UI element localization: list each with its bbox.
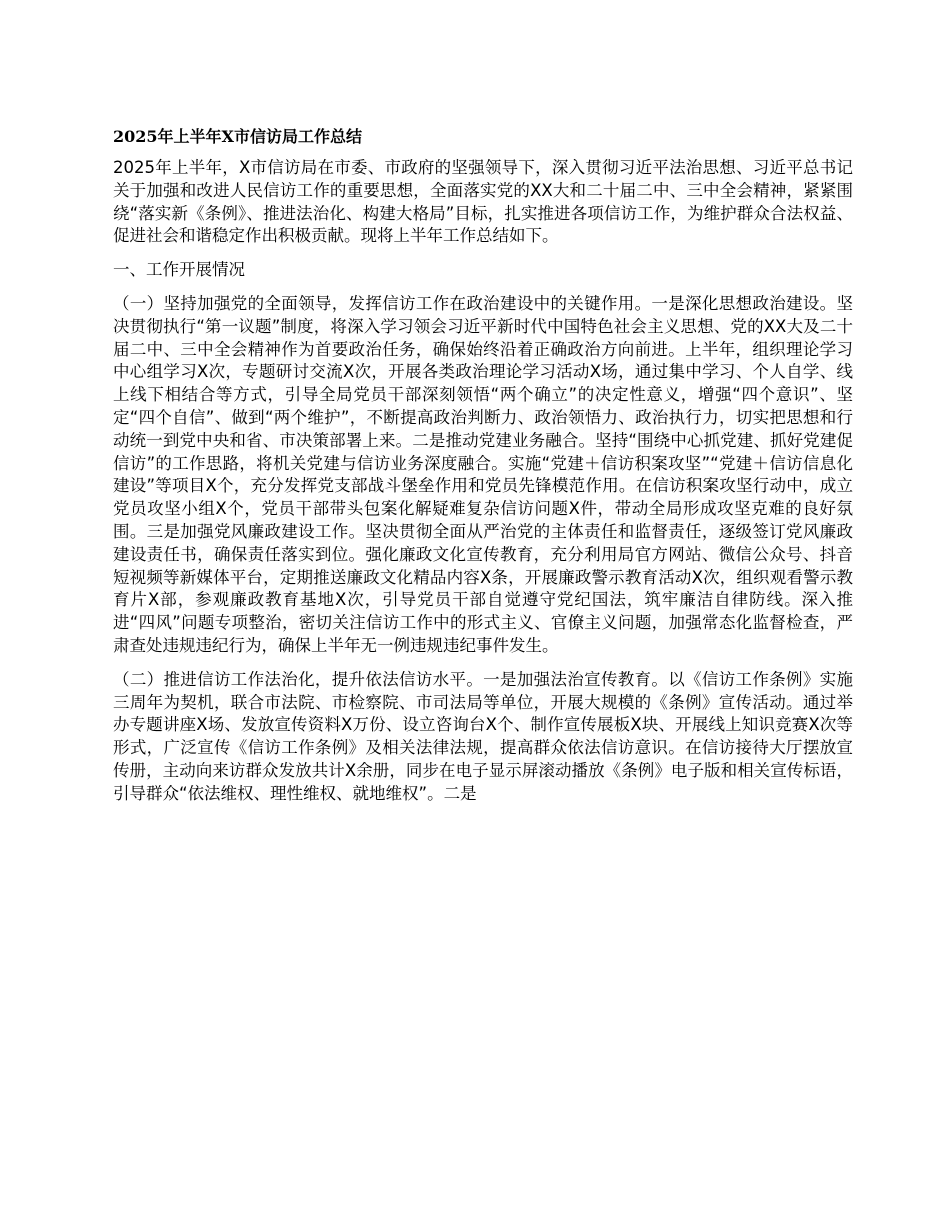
intro-paragraph: 2025年上半年，X市信访局在市委、市政府的坚强领导下，深入贯彻习近平法治思想、习近平总书记关于加强和改进人民信访工作的重要思想，全面落实党的XX大和二十届二中、三中全会精神，紧紧围绕“落实新《条例》、推进法治化、构建大格局”目标，扎实推进各项信访工作，为维护群众合法权益、促进社会和谐稳定作出积极贡献。现将上半年工作总结如下。: [113, 158, 853, 246]
body-paragraph-2: （二）推进信访工作法治化，提升依法信访水平。一是加强法治宣传教育。以《信访工作条例》实施三周年为契机，联合市法院、市检察院、市司法局等单位，开展大规模的《条例》宣传活动。通过举办专题讲座X场、发放宣传资料X万份、设立咨询台X个、制作宣传展板X块、开展线上知识竞赛X次等形式，广泛宣传《信访工作条例》及相关法律法规，提高群众依法信访意识。在信访接待大厅摆放宣传册，主动向来访群众发放共计X余册，同步在电子显示屏滚动播放《条例》电子版和相关宣传标语，引导群众“依法维权、理性维权、就地维权”。二是: [113, 669, 853, 803]
document-title: 2025年上半年X市信访局工作总结: [113, 127, 362, 146]
section-heading: 一、工作开展情况: [113, 260, 245, 280]
document-page: [113, 126, 853, 817]
body-paragraph-1: （一）坚持加强党的全面领导，发挥信访工作在政治建设中的关键作用。一是深化思想政治建设。坚决贯彻执行“第一议题”制度，将深入学习领会习近平新时代中国特色社会主义思想、党的XX大及二十届二中、三中全会精神作为首要政治任务，确保始终沿着正确政治方向前进。上半年，组织理论学习中心组学习X次，专题研讨交流X次，开展各类政治理论学习活动X场，通过集中学习、个人自学、线上线下相结合等方式，引导全局党员干部深刻领悟“两个确立”的决定性意义，增强“四个意识”、坚定“四个自信”、做到“两个维护”，不断提高政治判断力、政治领悟力、政治执行力，切实把思想和行动统一到党中央和省、市决策部署上来。二是推动党建业务融合。坚持“围绕中心抓党建、抓好党建促信访”的工作思路，将机关党建与信访业务深度融合。实施“党建＋信访积案攻坚”“党建＋信访信息化建设”等项目X个，充分发挥党支部战斗堡垒作用和党员先锋模范作用。在信访积案攻坚行动中，成立党员攻坚小组X个，党员干部带头包案化解疑难复杂信访问题X件，带动全局形成攻坚克难的良好氛围。三是加强党风廉政建设工作。坚决贯彻全面从严治党的主体责任和监督责任，逐级签订党风廉政建设责任书，确保责任落实到位。强化廉政文化宣传教育，充分利用局官方网站、微信公众号、抖音短视频等新媒体平台，定期推送廉政文化精品内容X条，开展廉政警示教育活动X次，组织观看警示教育片X部，参观廉政教育基地X次，引导党员干部自觉遵守党纪国法，筑牢廉洁自律防线。深入推进“四风”问题专项整治，密切关注信访工作中的形式主义、官僚主义问题，加强常态化监督检查，严肃查处违规违纪行为，确保上半年无一例违规违纪事件发生。: [113, 293, 853, 655]
